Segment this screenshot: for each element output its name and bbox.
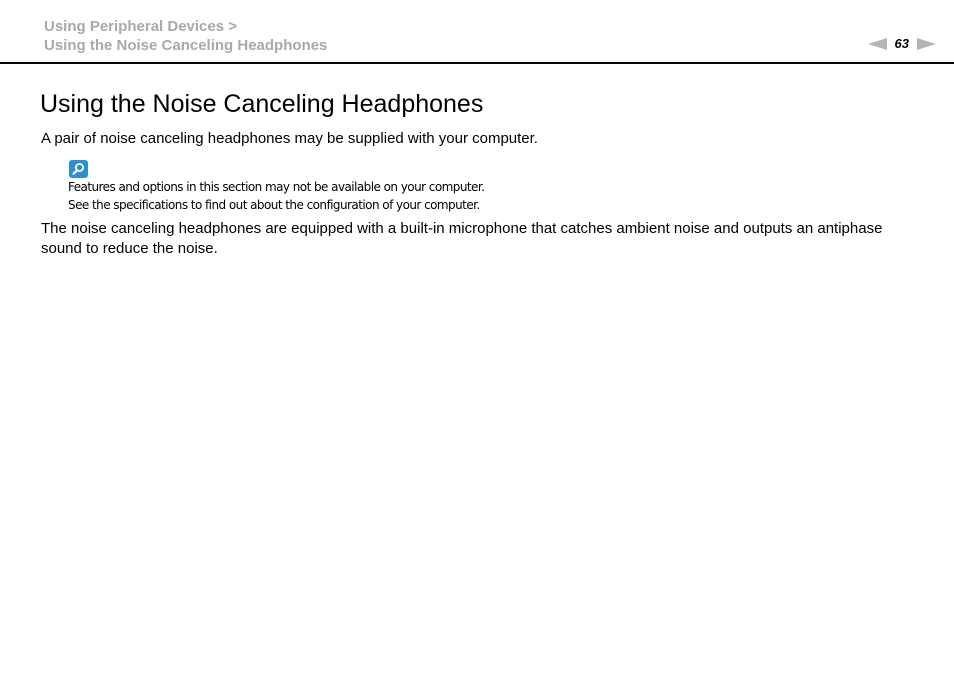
page-navigation: [868, 36, 936, 51]
body-paragraph: The noise canceling headphones are equipped with a built-in microphone that catches ambient noise and outputs an antiphase sound to reduce the noise.: [41, 220, 883, 257]
magnifier-icon: [69, 160, 88, 178]
page-header: [0, 0, 954, 64]
intro-paragraph: A pair of noise canceling headphones may be supplied with your computer.: [41, 130, 538, 147]
arrow-right-icon[interactable]: [917, 38, 936, 50]
page-number: 63: [894, 36, 909, 51]
breadcrumb: [44, 17, 327, 55]
breadcrumb-parent-link[interactable]: Using Peripheral Devices >: [44, 18, 238, 35]
note-text: [68, 178, 484, 214]
arrow-left-icon[interactable]: [868, 38, 887, 50]
note-line: Features and options in this section may not be available on your computer.: [68, 180, 485, 194]
page-title: Using the Noise Canceling Headphones: [40, 90, 484, 118]
breadcrumb-current: Using the Noise Canceling Headphones: [44, 37, 328, 54]
note-line: See the specifications to find out about the configuration of your computer.: [68, 198, 480, 212]
